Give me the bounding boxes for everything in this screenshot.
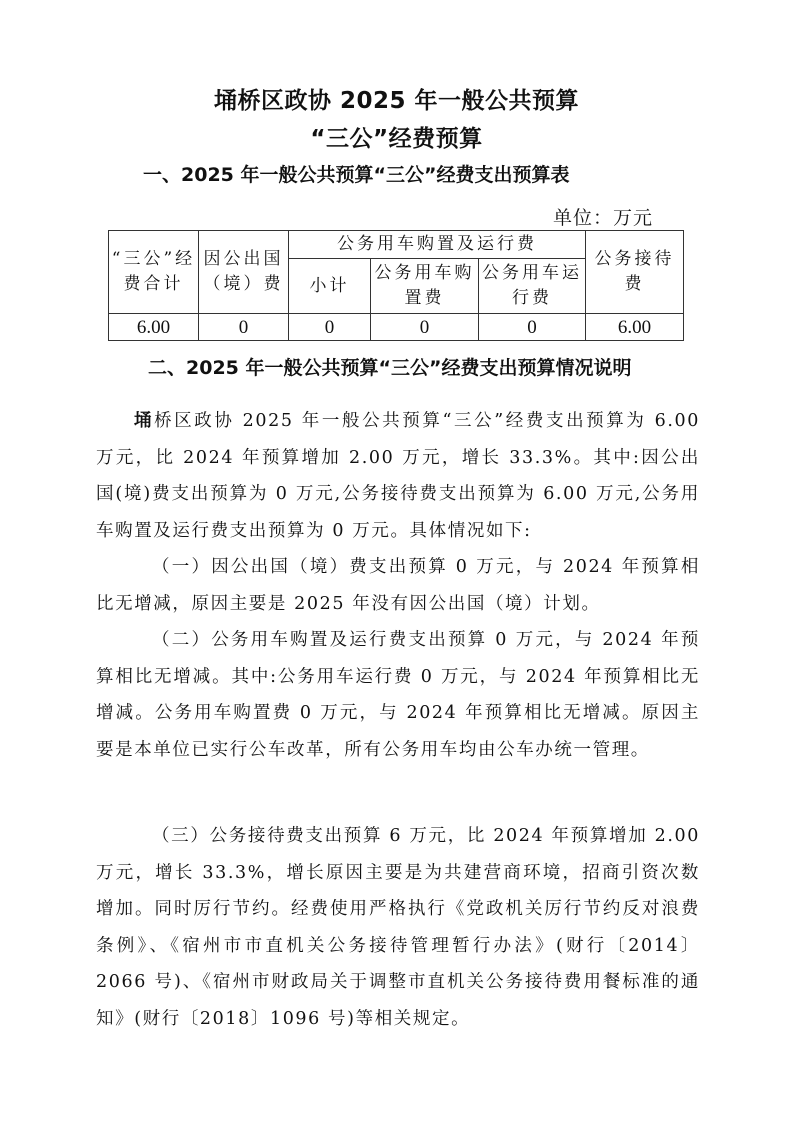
- document-title-line2: “三公”经费预算: [310, 126, 483, 152]
- header-abroad: 因公出国（境）费: [199, 231, 289, 314]
- cell-vehicle-operation: 0: [479, 314, 586, 341]
- cell-abroad: 0: [199, 314, 289, 341]
- cell-vehicle-subtotal: 0: [289, 314, 371, 341]
- three-public-expenses-table: [108, 230, 684, 341]
- header-reception: 公务接待费: [586, 231, 684, 314]
- cell-reception: 6.00: [586, 314, 684, 341]
- paragraph-summary-lead: 埇: [134, 411, 155, 431]
- section1-heading: 一、2025 年一般公共预算“三公”经费支出预算表: [143, 164, 570, 186]
- paragraph-reception: （三）公务接待费支出预算 6 万元，比 2024 年预算增加 2.00 万元，增长 33.3%，增长原因主要是为共建营商环境，招商引资次数增加。同时厉行节约。经费使用严格执行《党政机关厉行节约反对浪费条例》、《宿州市市直机关公务接待管理暂行办法》(财行〔2014〕2066 号)、《宿州市财政局关于调整市直机关公务接待费用餐标准的通知》(财行〔2018〕1096 号)等相关规定。: [96, 826, 700, 1029]
- cell-total: 6.00: [109, 314, 199, 341]
- paragraph-vehicle: （二）公务用车购置及运行费支出预算 0 万元，与 2024 年预算相比无增减。其中:公务用车运行费 0 万元，与 2024 年预算相比无增减。公务用车购置费 0 万元，与 2024 年预算相比无增减。原因主要是本单位已实行公车改革，所有公务用车均由公车办统一管理。: [96, 630, 700, 760]
- section2-heading: 二、2025 年一般公共预算“三公”经费支出预算情况说明: [148, 357, 632, 379]
- document-title-line1: 埇桥区政协 2025 年一般公共预算: [213, 88, 580, 114]
- paragraph-summary: [96, 403, 700, 549]
- paragraph-summary-text: 桥区政协 2025 年一般公共预算“三公”经费支出预算为 6.00 万元，比 2024 年预算增加 2.00 万元，增长 33.3%。其中:因公出国(境)费支出预算为 0 万元,公务接待费支出预算为 6.00 万元,公务用车购置及运行费支出预算为 0 万元。具体情况如下:: [96, 411, 700, 541]
- table-header-row: [109, 231, 684, 259]
- paragraph-abroad: （一）因公出国（境）费支出预算 0 万元，与 2024 年预算相比无增减，原因主要是 2025 年没有因公出国（境）计划。: [96, 557, 700, 614]
- header-total: “三公”经费合计: [109, 231, 199, 314]
- header-vehicle-group: 公务用车购置及运行费: [289, 231, 586, 259]
- table-row: [109, 314, 684, 341]
- header-vehicle-purchase: 公务用车购置费: [371, 259, 479, 314]
- cell-vehicle-purchase: 0: [371, 314, 479, 341]
- unit-label: 单位：万元: [553, 207, 654, 229]
- header-vehicle-subtotal: 小计: [289, 259, 371, 314]
- header-vehicle-operation: 公务用车运行费: [479, 259, 586, 314]
